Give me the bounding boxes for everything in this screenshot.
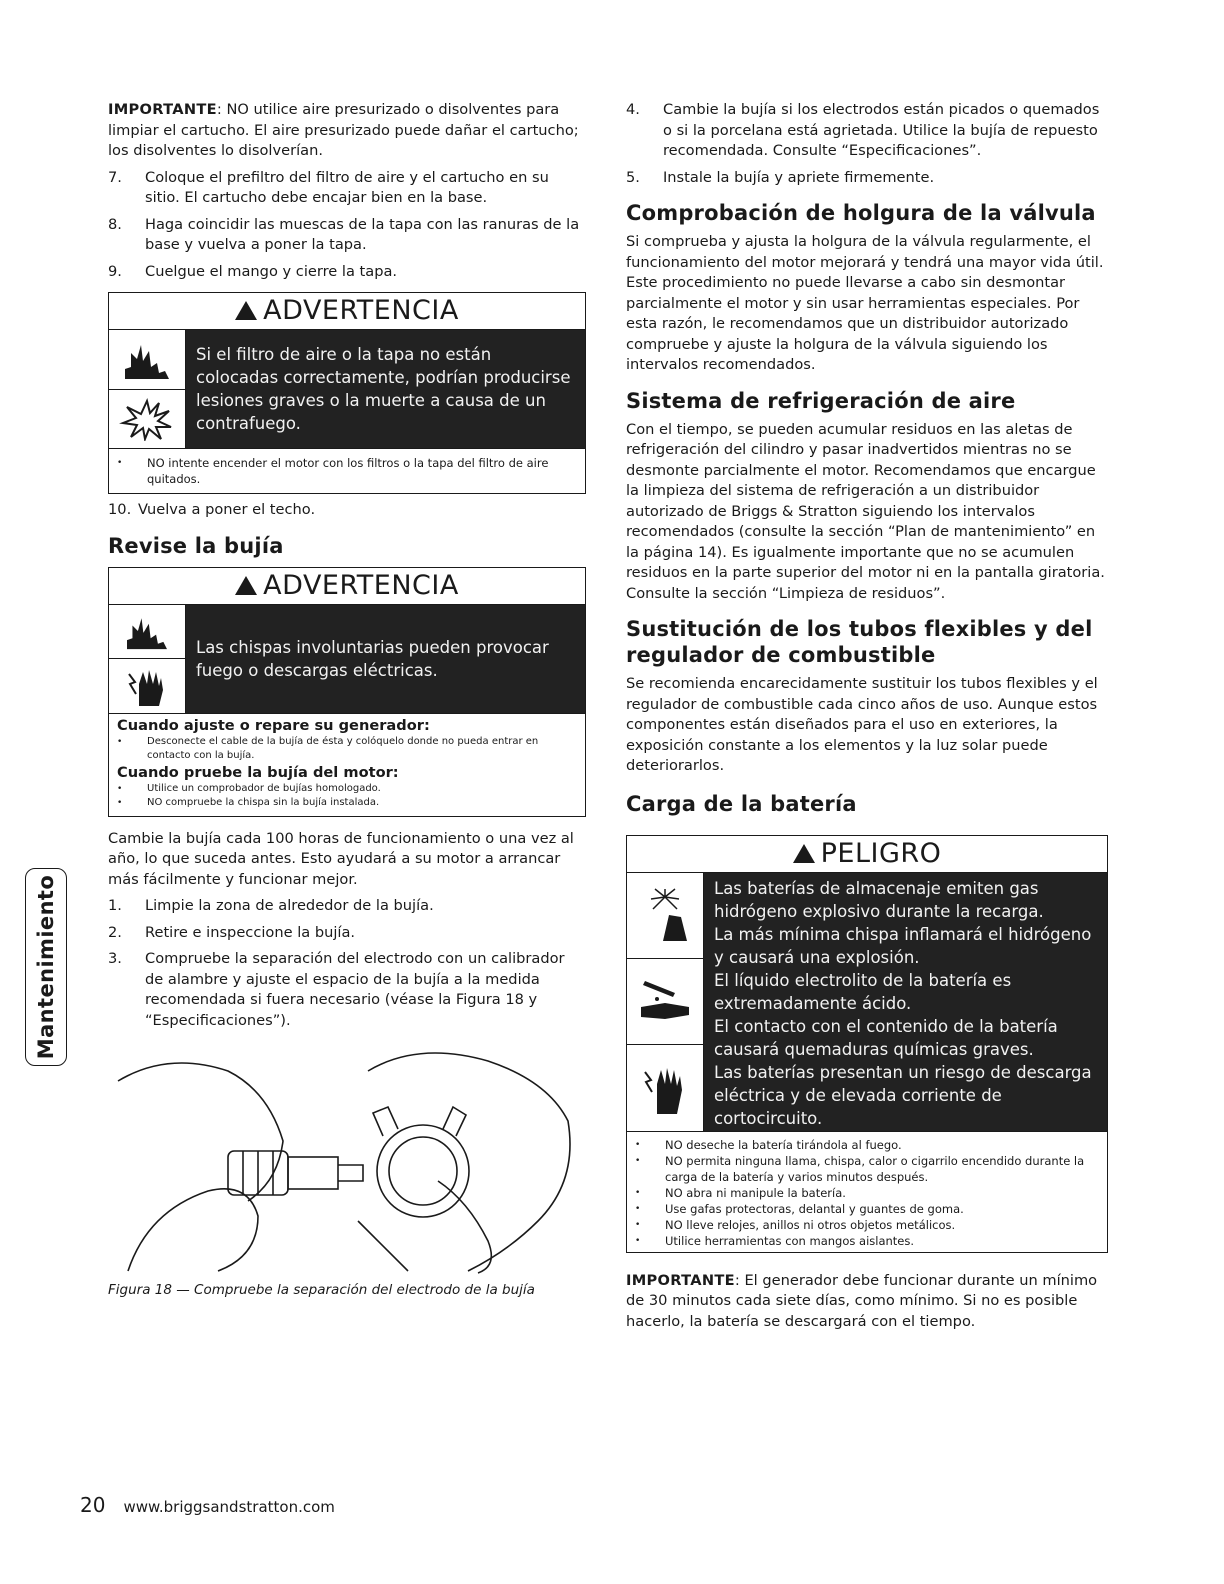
electric-shock-icon: [109, 659, 185, 713]
danger-triangle-icon: [793, 844, 815, 863]
figure-spark-plug-gap: [108, 1041, 578, 1276]
page-number: 20: [80, 1493, 106, 1517]
figure-caption: Figura 18 — Compruebe la separación del electrodo de la bujía: [108, 1282, 535, 1298]
page-footer: [80, 1493, 335, 1517]
danger-message: Las baterías presentan un riesgo de descarga eléctrica y de elevada corriente de cortocircuito.: [714, 1062, 1092, 1128]
step-7: 7. Coloque el prefiltro del filtro de aire y el cartucho en su sitio. El cartucho debe encajar bien en la base.: [108, 168, 549, 206]
website-url: www.briggsandstratton.com: [123, 1498, 335, 1516]
warning-triangle-icon: [235, 301, 257, 320]
steps-list-b: [108, 896, 586, 1031]
warning-header: ADVERTENCIA: [109, 293, 585, 329]
step-10: 10. Vuelva a poner el techo.: [108, 501, 316, 518]
step-9: 9. Cuelgue el mango y cierre la tapa.: [108, 262, 398, 280]
warning-header: ADVERTENCIA: [109, 568, 585, 604]
heading-spark-plug: Revise la bujía: [108, 533, 284, 558]
spark-plug-illustration: [108, 1041, 578, 1276]
step-2: 2. Retire e inspeccione la bujía.: [108, 923, 356, 941]
section-side-tab: Mantenimiento: [25, 868, 67, 1066]
danger-message: El líquido electrolito de la batería es extremadamente ácido.: [714, 970, 1012, 1013]
left-column: [108, 100, 586, 1298]
steps-list-c: [626, 100, 1108, 188]
final-important-note: IMPORTANTE: El generador debe funcionar durante un mínimo de 30 minutos cada siete días, como mínimo. Si no es posible hacerlo, la batería se descargará con el tiempo.: [626, 1271, 1098, 1330]
step-1: 1. Limpie la zona de alrededor de la bujía.: [108, 897, 434, 914]
danger-message: El contacto con el contenido de la batería causará quemaduras químicas graves.: [714, 1016, 1058, 1059]
step-4: 4. Cambie la bujía si los electrodos están picados o quemados o si la porcelana está agrietada. Utilice la bujía de repuesto recomendada. Consulte “Especificaciones”.: [626, 101, 1100, 159]
danger-header: PELIGRO: [627, 836, 1107, 872]
hoses-paragraph: Se recomienda encarecidamente sustituir los tubos flexibles y el regulador de combustible cada cinco años de uso. Aunque estos componentes están diseñados para el uso en exteriores, la exposición constante a los elementos y la luz solar puede deteriorarlos.: [626, 675, 1098, 774]
chemical-burn-icon: [627, 959, 703, 1045]
step-5: 5. Instale la bujía y apriete firmemente.: [626, 168, 935, 186]
cooling-paragraph: Con el tiempo, se pueden acumular residuos en las aletas de refrigeración del cilindro y pasar inadvertidos mientras no se desmonte parcialmente el motor. Recomendamos que encargue la limpieza del sistema de refrigeración a un distribuidor autorizado de Briggs & Stratton siguiendo los intervalos recomendados (consulte la sección “Plan de mantenimiento” en la página 14). Es igualmente importante que no se acumulen residuos en la parte superior del motor ni en la pantalla giratoria. Consulte la sección “Limpieza de residuos”.: [626, 420, 1105, 602]
important-note: IMPORTANTE: NO utilice aire presurizado o disolventes para limpiar el cartucho. El aire presurizado puede dañar el cartucho; los disolventes lo disolverían.: [108, 101, 579, 159]
spark-plug-paragraph: Cambie la bujía cada 100 horas de funcionamiento o una vez al año, lo que suceda antes. Esto ayudará a su motor a arrancar más fácilmente y funcionar mejor.: [108, 829, 574, 888]
danger-message: La más mínima chispa inflamará el hidrógeno y causará una explosión.: [714, 924, 1092, 967]
step-3: 3. Compruebe la separación del electrodo con un calibrador de alambre y ajuste el espacio de la bujía a la medida recomendada si fuera necesario (véase la Figura 18 y “Especificaciones”).: [108, 950, 565, 1029]
right-column: [626, 100, 1108, 1332]
explosion-icon: [109, 390, 185, 449]
warning-message: Las chispas involuntarias pueden provocar fuego o descargas eléctricas.: [186, 605, 585, 713]
heading-battery: Carga de la batería: [626, 791, 857, 816]
warning-subheading: Cuando pruebe la bujía del motor:: [117, 763, 399, 781]
danger-message: Las baterías de almacenaje emiten gas hidrógeno explosivo durante la recarga.: [714, 878, 1044, 921]
heading-valve: Comprobación de holgura de la válvula: [626, 201, 1096, 225]
warning-subheading: Cuando ajuste o repare su generador:: [117, 716, 430, 734]
warning-bullets: • NO intente encender el motor con los filtros o la tapa del filtro de aire quitados.: [109, 449, 585, 493]
danger-box-battery: [626, 835, 1108, 1253]
warning-message: Si el filtro de aire o la tapa no están colocadas correctamente, podrían producirse lesiones graves o la muerte a causa de un contrafuego.: [186, 330, 585, 448]
warning-box-air-filter: [108, 292, 586, 494]
heading-cooling: Sistema de refrigeración de aire: [626, 388, 1016, 413]
heading-hoses: Sustitución de los tubos flexibles y del regulador de combustible: [626, 617, 1093, 667]
warning-triangle-icon: [235, 576, 257, 595]
fire-icon: [109, 605, 185, 660]
fire-icon: [109, 330, 185, 390]
step-8: 8. Haga coincidir las muescas de la tapa con las ranuras de la base y vuelva a poner la tapa.: [108, 215, 580, 253]
explosion-icon: [627, 873, 703, 959]
warning-box-spark: ADVERTENCIA Las chispas involuntarias pueden provocar fuego o descargas eléctricas. Cuando ajuste o repare su generador: • Desconecte el cable de la bujía de ésta y colóquelo donde no pueda entrar en contacto con la bujía. Cuando pruebe la bujía del motor: • Utilice un comprobador de bujías homologado. • NO compruebe la chispa sin la bujía instalada.: [108, 567, 586, 817]
valve-paragraph: Si comprueba y ajusta la holgura de la válvula regularmente, el funcionamiento del motor mejorará y tendrá una mayor vida útil. Este procedimiento no puede llevarse a cabo sin desmontar parcialmente el motor y sin usar herramientas especiales. Por esta razón, le recomendamos que un distribuidor autorizado compruebe y ajuste la holgura de la válvula siguiendo los intervalos recomendados.: [626, 233, 1104, 373]
danger-bullets: • NO deseche la batería tirándola al fuego. • NO permita ninguna llama, chispa, calor o cigarrilo encendido durante la carga de la batería y varios minutos después. • NO abra ni manipule la batería. • Use gafas protectoras, delantal y guantes de goma. • NO lleve relojes, anillos ni otros objetos metálicos. • Utilice herramientas con mangos aislantes.: [627, 1132, 1107, 1252]
electric-shock-icon: [627, 1045, 703, 1130]
steps-list-a: [108, 168, 586, 283]
